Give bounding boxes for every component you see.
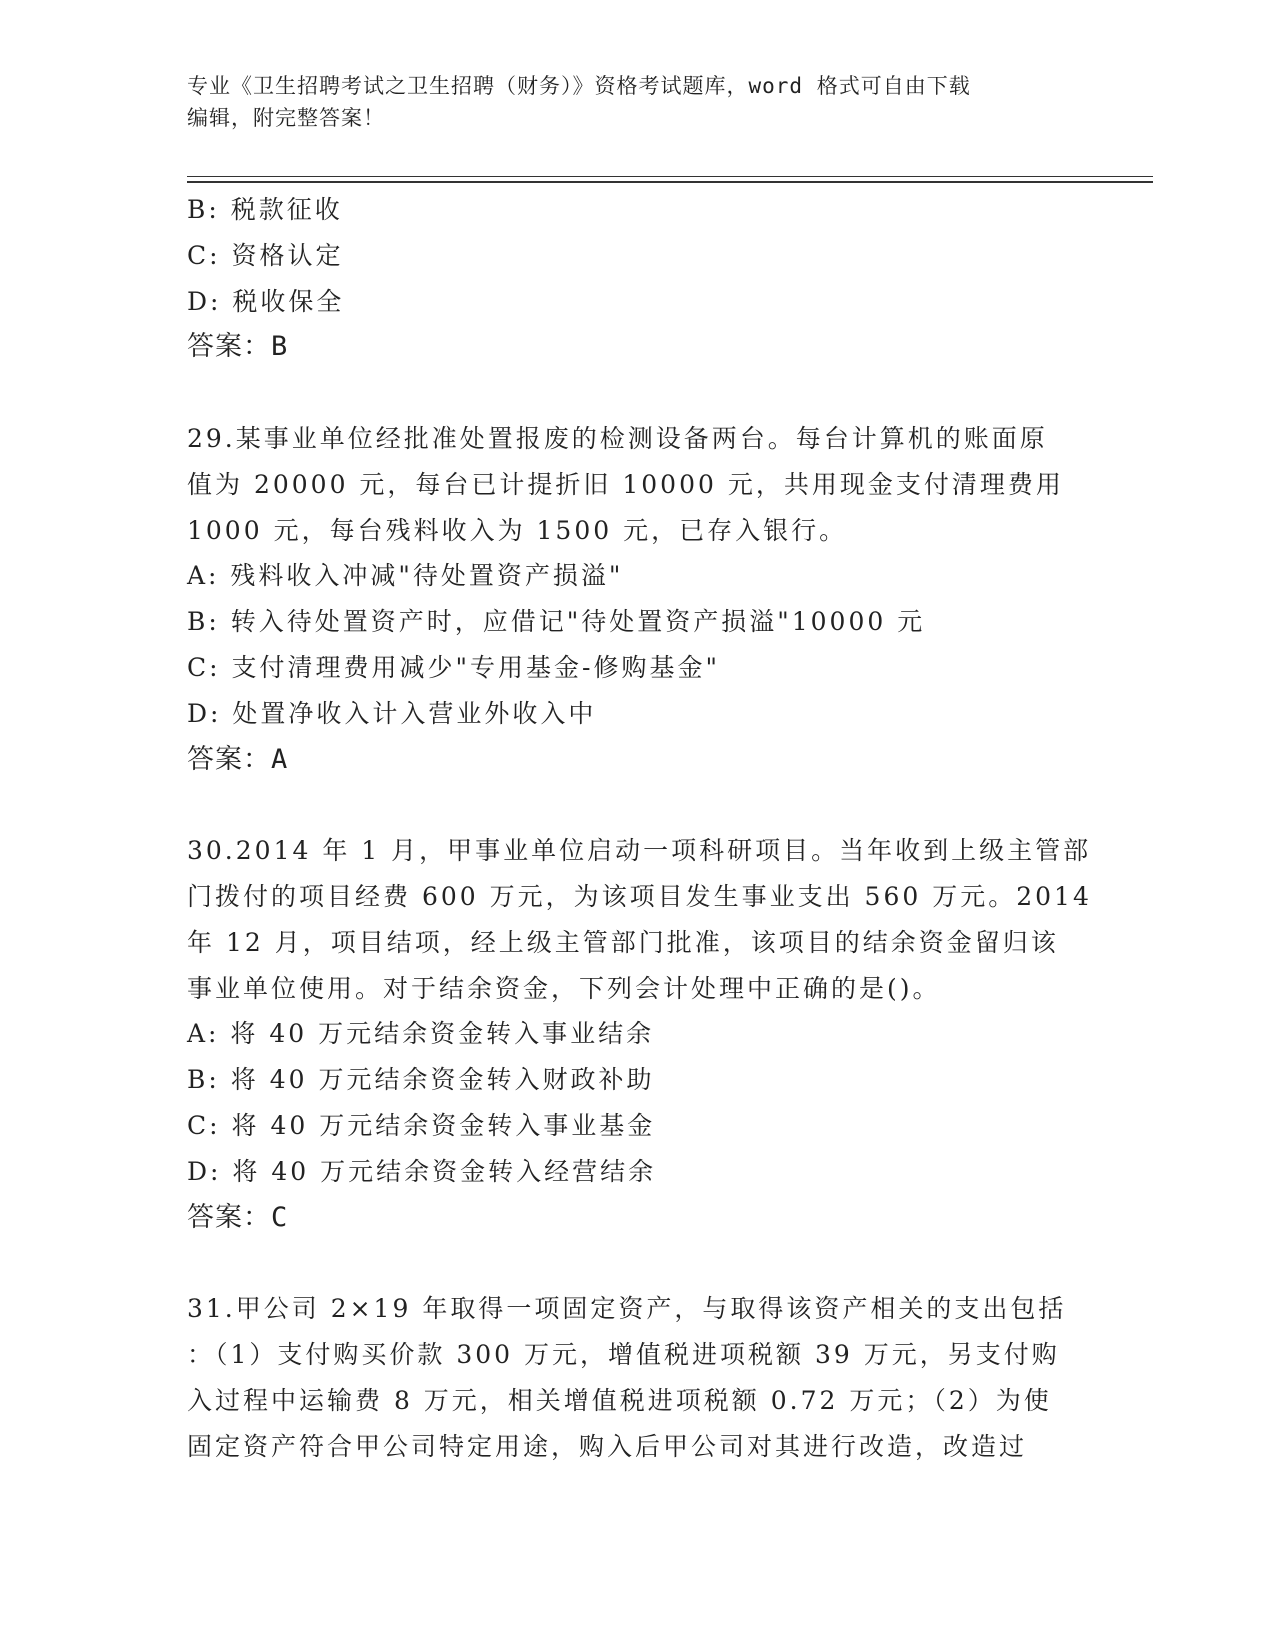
option-d: D: 税收保全 <box>187 286 345 316</box>
question-stem: ：（1）支付购买价款 300 万元，增值税进项税额 39 万元，另支付购 <box>187 1339 1060 1369</box>
question-30 <box>187 828 1092 1240</box>
header-divider <box>187 181 1153 183</box>
header-line: 编辑，附完整答案！ <box>187 106 385 130</box>
spacer <box>187 370 1077 416</box>
question-stem: 固定资产符合甲公司特定用途，购入后甲公司对其进行改造，改造过 <box>187 1431 1028 1461</box>
option-b: B: 转入待处置资产时，应借记"待处置资产损溢"10000 元 <box>187 607 926 637</box>
spacer <box>187 782 1077 828</box>
question-stem: 事业单位使用。对于结余资金，下列会计处理中正确的是()。 <box>187 973 941 1003</box>
option-a: A: 残料收入冲减"待处置资产损溢" <box>187 561 624 591</box>
header-line: 专业《卫生招聘考试之卫生招聘（财务）》资格考试题库，word 格式可自由下载 <box>187 74 971 98</box>
option-d: D: 处置净收入计入营业外收入中 <box>187 698 597 728</box>
option-b: B: 将 40 万元结余资金转入财政补助 <box>187 1065 655 1095</box>
question-stem: 31.甲公司 2×19 年取得一项固定资产，与取得该资产相关的支出包括 <box>187 1294 1067 1324</box>
question-stem: 入过程中运输费 8 万元，相关增值税进项税额 0.72 万元；（2）为使 <box>187 1385 1052 1415</box>
option-c: C: 资格认定 <box>187 240 344 270</box>
question-28 <box>187 187 1077 370</box>
option-d: D: 将 40 万元结余资金转入经营结余 <box>187 1156 657 1186</box>
option-b: B: 税款征收 <box>187 195 343 224</box>
option-c: C: 支付清理费用减少"专用基金-修购基金" <box>187 652 720 682</box>
answer-label: 答案：B <box>187 331 289 363</box>
option-c: C: 将 40 万元结余资金转入事业基金 <box>187 1110 656 1140</box>
question-31 <box>187 1286 1077 1469</box>
question-stem: 门拨付的项目经费 600 万元，为该项目发生事业支出 560 万元。2014 <box>187 881 1092 911</box>
header-divider <box>187 176 1153 177</box>
option-a: A: 将 40 万元结余资金转入事业结余 <box>187 1019 655 1049</box>
spacer <box>187 1240 1077 1286</box>
page-header <box>187 70 1087 134</box>
question-stem: 29.某事业单位经批准处置报废的检测设备两台。每台计算机的账面原 <box>187 423 1048 453</box>
answer-label: 答案：C <box>187 1201 289 1233</box>
question-stem: 年 12 月，项目结项，经上级主管部门批准，该项目的结余资金留归该 <box>187 927 1059 957</box>
answer-label: 答案：A <box>187 743 289 775</box>
question-stem: 30.2014 年 1 月，甲事业单位启动一项科研项目。当年收到上级主管部 <box>187 836 1092 866</box>
question-29 <box>187 416 1077 782</box>
question-stem: 值为 20000 元，每台已计提折旧 10000 元，共用现金支付清理费用 <box>187 469 1064 499</box>
question-content <box>187 187 1092 1469</box>
question-stem: 1000 元，每台残料收入为 1500 元，已存入银行。 <box>187 515 848 545</box>
